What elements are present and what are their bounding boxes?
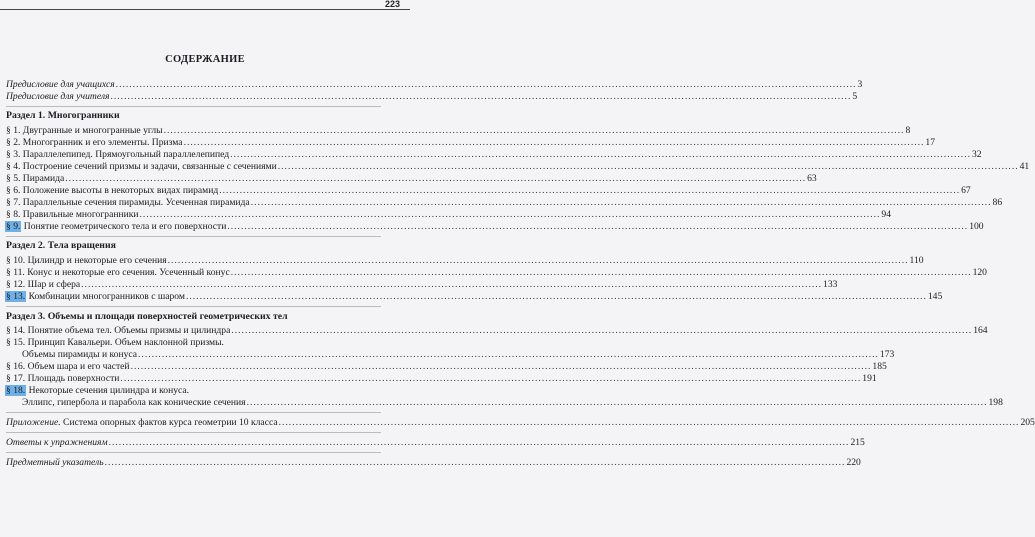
- toc-label: Двугранные и многогранные углы: [22, 125, 163, 136]
- toc-label: Некоторые сечения цилиндра и конуса.: [28, 385, 190, 396]
- toc-label: Построение сечений призмы и задачи, связанные с сечениями: [22, 161, 277, 172]
- toc-page: 5: [852, 91, 858, 102]
- dot-leader: ..........................................................................................................................................................................................................................: [246, 397, 988, 408]
- toc-label: Предисловие для учителя: [6, 91, 110, 102]
- page-title: СОДЕРЖАНИЕ: [165, 54, 245, 65]
- section-divider: [6, 236, 381, 237]
- dot-leader: ..........................................................................................................................................................................................................................: [108, 437, 850, 448]
- dot-leader: ..........................................................................................................................................................................................................................: [115, 79, 857, 90]
- dot-leader: ..........................................................................................................................................................................................................................: [185, 291, 927, 302]
- appendix-lead: Приложение.: [6, 417, 61, 428]
- section-divider: [6, 306, 381, 307]
- toc-entry[interactable]: [6, 91, 858, 103]
- toc-entry[interactable]: [6, 79, 863, 91]
- toc-label: Положение высоты в некоторых видах пирамид: [22, 185, 219, 196]
- dot-leader: ..........................................................................................................................................................................................................................: [81, 279, 823, 290]
- toc-label: Предметный указатель: [6, 457, 104, 468]
- toc-label: Эллипс, гипербола и парабола как конические сечения: [22, 397, 246, 408]
- page-number: 223: [384, 0, 400, 9]
- toc-label: Площадь поверхности: [27, 373, 120, 384]
- toc-label: Предисловие для учащихся: [6, 79, 115, 90]
- toc-label: Ответы к упражнениям: [6, 437, 108, 448]
- highlighted-paragraph-number: § 18.: [6, 385, 26, 396]
- toc-label: Цилиндр и некоторые его сечения: [27, 255, 167, 266]
- dot-leader: ..........................................................................................................................................................................................................................: [231, 325, 973, 336]
- paragraph-number: § 2.: [6, 137, 21, 148]
- toc-page: 32: [971, 149, 982, 160]
- toc-page: 41: [1019, 161, 1030, 172]
- dot-leader: ..........................................................................................................................................................................................................................: [138, 349, 879, 360]
- toc-entry[interactable]: [6, 125, 911, 137]
- paragraph-number: § 6.: [6, 185, 21, 196]
- toc-label: Принцип Кавальери. Объем наклонной призмы.: [27, 337, 224, 348]
- toc-entry-appendix[interactable]: [6, 417, 1035, 429]
- paragraph-number: § 16.: [6, 361, 26, 372]
- toc-entry-index[interactable]: [6, 457, 861, 469]
- toc-label: Система опорных фактов курса геометрии 10 класса: [60, 417, 278, 428]
- toc-entry[interactable]: [6, 209, 891, 221]
- toc-entry[interactable]: [6, 149, 982, 161]
- toc-page: 133: [823, 279, 838, 290]
- section-divider: [6, 452, 381, 453]
- paragraph-number: § 8.: [6, 209, 21, 220]
- toc-entry[interactable]: [6, 173, 817, 185]
- dot-leader: ..........................................................................................................................................................................................................................: [183, 137, 925, 148]
- toc-page: 67: [961, 185, 971, 196]
- toc-page: 110: [909, 255, 924, 266]
- toc-page: 205: [1020, 417, 1035, 428]
- toc-entry[interactable]: [6, 325, 988, 337]
- toc-page: 220: [846, 457, 861, 468]
- dot-leader: ..........................................................................................................................................................................................................................: [250, 197, 992, 208]
- highlighted-paragraph-number: § 9.: [6, 221, 21, 232]
- highlighted-paragraph-number: § 13.: [6, 291, 26, 302]
- toc-page: 17: [925, 137, 936, 148]
- toc-label: Параллельные сечения пирамиды. Усеченная пирамида: [22, 197, 250, 208]
- paragraph-number: § 14.: [6, 325, 26, 336]
- dot-leader: ..........................................................................................................................................................................................................................: [278, 417, 1020, 428]
- dot-leader: ..........................................................................................................................................................................................................................: [219, 185, 961, 196]
- toc-entry-continuation[interactable]: [22, 349, 895, 361]
- toc-entry-first-line[interactable]: [6, 385, 189, 397]
- dot-leader: ..........................................................................................................................................................................................................................: [104, 457, 846, 468]
- paragraph-number: § 12.: [6, 279, 26, 290]
- toc-entry-first-line[interactable]: [6, 337, 224, 349]
- paragraph-number: § 11.: [6, 267, 25, 278]
- toc-entry[interactable]: [6, 185, 971, 197]
- paragraph-number: § 3.: [6, 149, 21, 160]
- toc-label: Правильные многогранники: [22, 209, 139, 220]
- toc-entry[interactable]: [6, 221, 984, 233]
- toc-entry-continuation[interactable]: [22, 397, 1003, 409]
- toc-page: 191: [862, 373, 877, 384]
- toc-entry[interactable]: [6, 361, 887, 373]
- section-heading: Раздел 1. Многогранники: [6, 110, 120, 121]
- toc-entry[interactable]: [6, 255, 924, 267]
- paragraph-number: § 7.: [6, 197, 21, 208]
- page-header-rule: [0, 0, 410, 10]
- toc-label: Объемы пирамиды и конуса: [22, 349, 138, 360]
- toc-page: 94: [881, 209, 891, 220]
- toc-page: 100: [969, 221, 984, 232]
- dot-leader: ..........................................................................................................................................................................................................................: [230, 149, 971, 160]
- dot-leader: ..........................................................................................................................................................................................................................: [139, 209, 881, 220]
- toc-label: Понятие объема тел. Объемы призмы и цилиндра: [27, 325, 231, 336]
- section-heading: Раздел 3. Объемы и площади поверхностей геометрических тел: [6, 311, 288, 322]
- paragraph-number: § 5.: [6, 173, 21, 184]
- toc-entry[interactable]: [6, 279, 838, 291]
- paragraph-number: § 1.: [6, 125, 21, 136]
- toc-entry[interactable]: [6, 137, 936, 149]
- toc-entry[interactable]: [6, 161, 1030, 173]
- section-heading: Раздел 2. Тела вращения: [6, 240, 116, 251]
- toc-page: 185: [872, 361, 887, 372]
- dot-leader: ..........................................................................................................................................................................................................................: [130, 361, 872, 372]
- toc-entry[interactable]: [6, 267, 987, 279]
- toc-page: 173: [879, 349, 895, 360]
- toc-entry[interactable]: [6, 197, 1003, 209]
- toc-entry[interactable]: [6, 373, 877, 385]
- paragraph-number: § 17.: [6, 373, 26, 384]
- toc-page: 86: [992, 197, 1003, 208]
- toc-page: 145: [927, 291, 943, 302]
- toc-label: Конус и некоторые его сечения. Усеченный конус: [27, 267, 230, 278]
- dot-leader: ..........................................................................................................................................................................................................................: [110, 91, 852, 102]
- section-divider: [6, 432, 381, 433]
- toc-page: 8: [905, 125, 911, 136]
- toc-label: Объем шара и его частей: [27, 361, 130, 372]
- toc-page: 198: [988, 397, 1003, 408]
- dot-leader: ..........................................................................................................................................................................................................................: [277, 161, 1019, 172]
- toc-page: 215: [850, 437, 865, 448]
- section-divider: [6, 106, 381, 107]
- dot-leader: ..........................................................................................................................................................................................................................: [163, 125, 905, 136]
- dot-leader: ..........................................................................................................................................................................................................................: [120, 373, 862, 384]
- toc-page: 120: [972, 267, 987, 278]
- toc-label: Шар и сфера: [27, 279, 81, 290]
- toc-page: 164: [973, 325, 988, 336]
- toc-entry[interactable]: [6, 291, 943, 303]
- paragraph-number: § 15.: [6, 337, 26, 348]
- toc-label: Пирамида: [22, 173, 65, 184]
- dot-leader: ..........................................................................................................................................................................................................................: [65, 173, 807, 184]
- toc-page: 63: [807, 173, 817, 184]
- toc-entry-answers[interactable]: [6, 437, 865, 449]
- dot-leader: ..........................................................................................................................................................................................................................: [227, 221, 969, 232]
- dot-leader: ..........................................................................................................................................................................................................................: [167, 255, 909, 266]
- toc-label: Многогранник и его элементы. Призма: [22, 137, 183, 148]
- toc-label: Понятие геометрического тела и его поверхности: [23, 221, 227, 232]
- paragraph-number: § 10.: [6, 255, 26, 266]
- section-divider: [6, 412, 381, 413]
- paragraph-number: § 4.: [6, 161, 21, 172]
- toc-label: Комбинации многогранников с шаром: [28, 291, 185, 302]
- dot-leader: ..........................................................................................................................................................................................................................: [230, 267, 972, 278]
- toc-label: Параллелепипед. Прямоугольный параллелепипед: [22, 149, 230, 160]
- toc-page: 3: [857, 79, 863, 90]
